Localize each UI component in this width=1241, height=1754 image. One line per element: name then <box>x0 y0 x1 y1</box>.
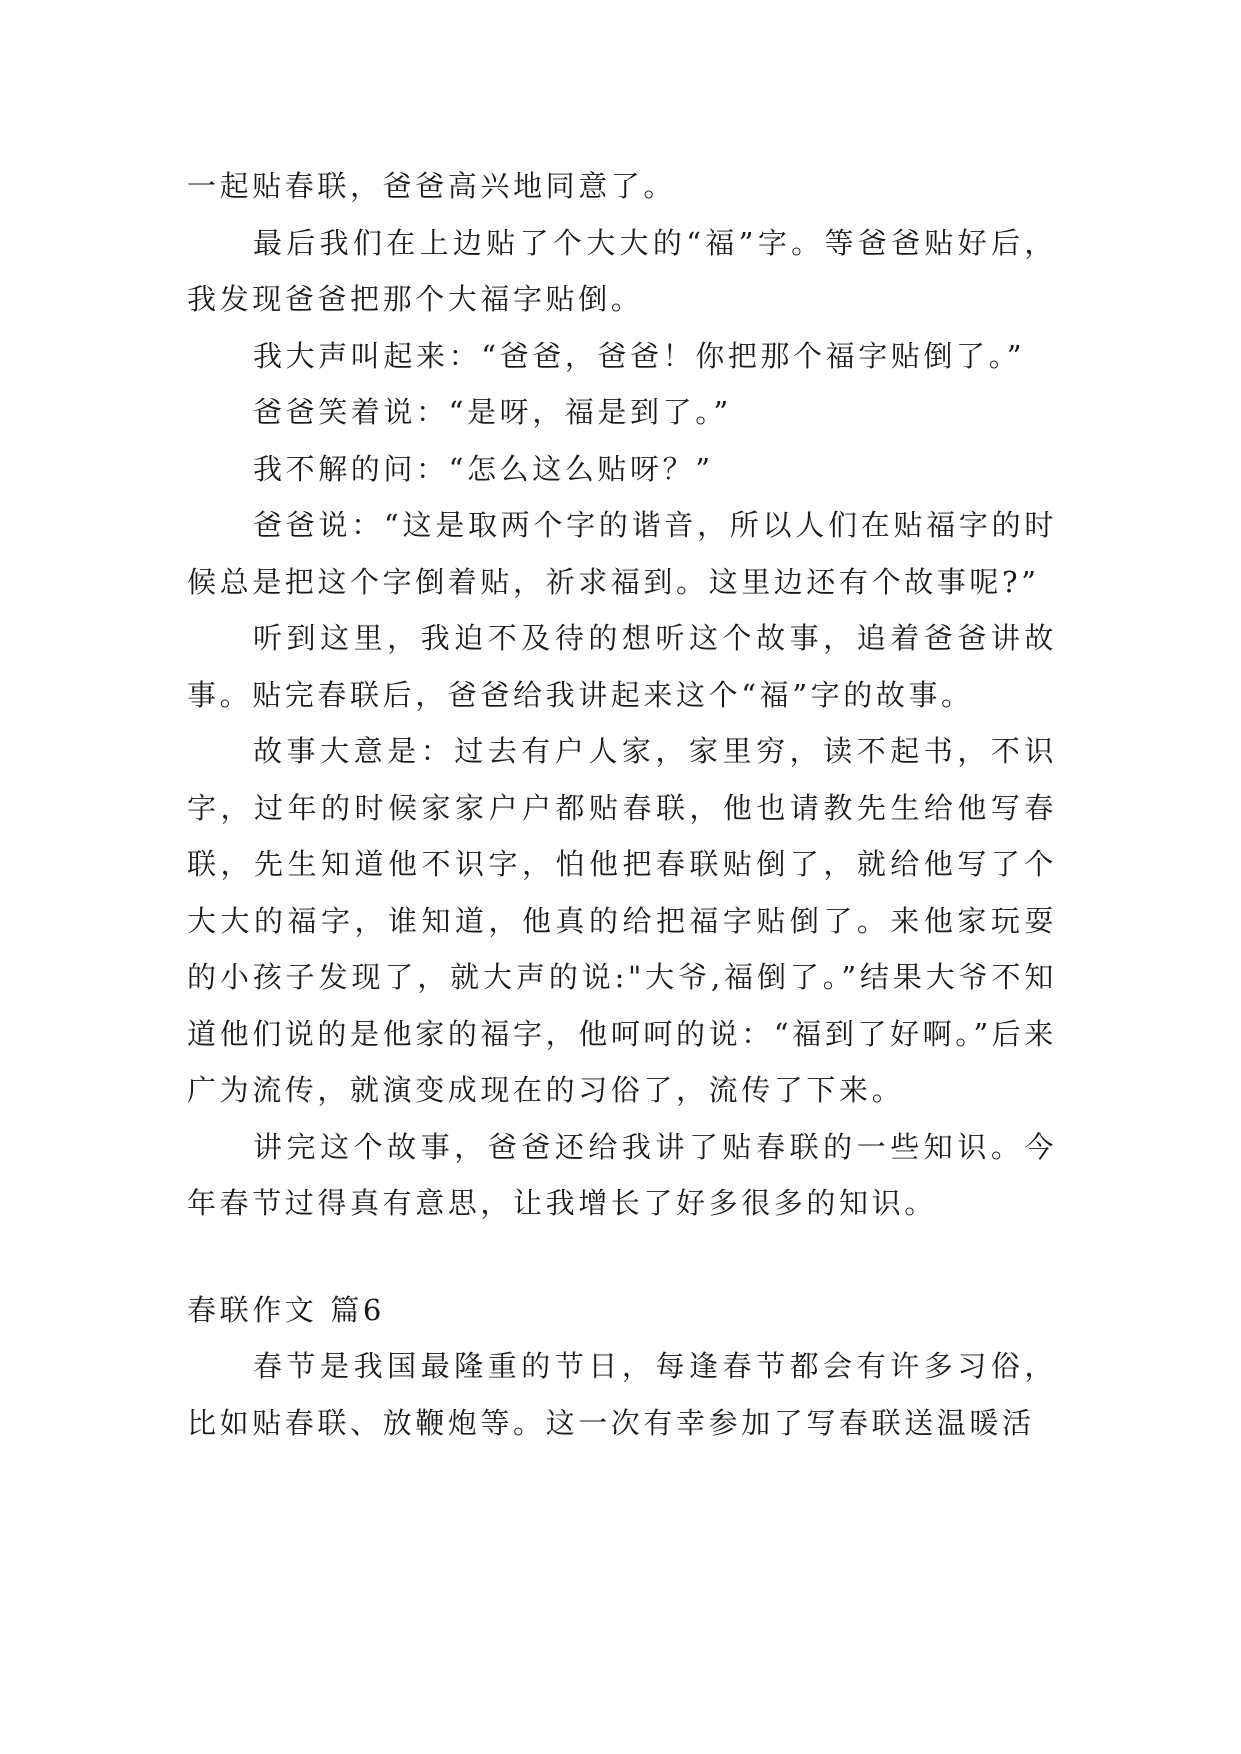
section-heading: 春联作文 篇6 <box>187 1292 385 1327</box>
paragraph: 春节是我国最隆重的节日，每逢春节都会有许多习俗，比如贴春联、放鞭炮等。这一次有幸参加了写春联送温暖活 <box>187 1349 1057 1440</box>
paragraph: 故事大意是：过去有户人家，家里穷，读不起书，不识字，过年的时候家家户户都贴春联，他也请教先生给他写春联，先生知道他不识字，怕他把春联贴倒了，就给他写了个大大的福字，谁知道，他真的给把福字贴倒了。来他家玩耍的小孩子发现了，就大声的说:"大爷,福倒了。”结果大爷不知道他们说的是他家的福字，他呵呵的说：“福到了好啊。”后来广为流传，就演变成现在的习俗了，流传了下来。 <box>187 734 1057 1107</box>
paragraph: 听到这里，我迫不及待的想听这个故事，追着爸爸讲故事。贴完春联后，爸爸给我讲起来这个“福”字的故事。 <box>187 621 1057 712</box>
paragraph: 我大声叫起来：“爸爸，爸爸！你把那个福字贴倒了。” <box>253 338 1026 373</box>
paragraph: 爸爸笑着说：“是呀，福是到了。” <box>253 395 732 429</box>
paragraph: 我不解的问：“怎么这么贴呀？” <box>253 451 714 486</box>
paragraph: 一起贴春联，爸爸高兴地同意了。 <box>187 169 677 203</box>
paragraph: 最后我们在上边贴了个大大的“福”字。等爸爸贴好后，我发现爸爸把那个大福字贴倒。 <box>187 225 1057 316</box>
document-body <box>187 158 1057 1451</box>
paragraph: 爸爸说：“这是取两个字的谐音，所以人们在贴福字的时候总是把这个字倒着贴，祈求福到。这里边还有个故事呢?” <box>187 508 1057 599</box>
paragraph: 讲完这个故事，爸爸还给我讲了贴春联的一些知识。今年春节过得真有意思，让我增长了好多很多的知识。 <box>187 1129 1057 1220</box>
